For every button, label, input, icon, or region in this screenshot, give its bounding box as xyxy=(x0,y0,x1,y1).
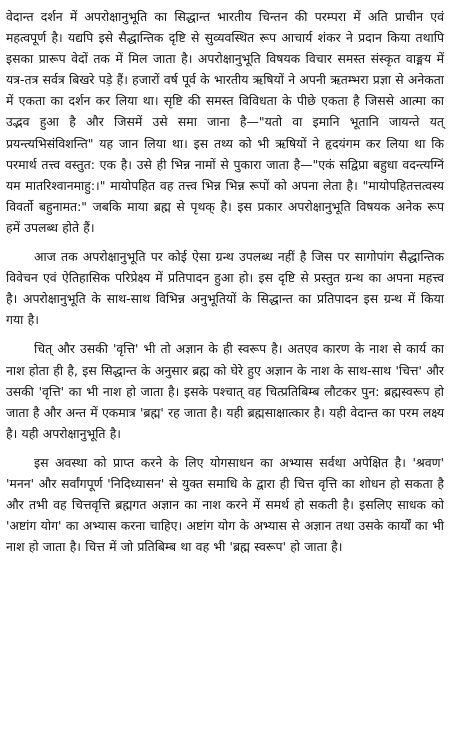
paragraph-2: आज तक अपरोक्षानुभूति पर कोई ऐसा ग्रन्थ उपलब्ध नहीं है जिस पर सागोपांग सैद्धान्तिक विवेचन एवं ऐतिहासिक परिप्रेक्ष्य में प्रतिपादन हुआ हो। इस दृष्टि से प्रस्तुत ग्रन्थ का अपना महत्त्व है। अपरोक्षानुभूति के साथ-साथ विभिन्न अनुभूतियों के सिद्धान्त का प्रतिपादन इस ग्रन्थ में किया गया है। xyxy=(6,249,444,328)
paragraph-4: इस अवस्था को प्राप्त करने के लिए योगसाधन का अभ्यास सर्वथा अपेक्षित है। 'श्रवण' 'मनन' और सर्वांगपूर्ण 'निदिध्यासन' से युक्त समाधि के द्वारा ही चित्त वृत्ति का शोधन हो सकता है और तभी वह चित्तवृत्ति ब्रह्मगत अज्ञान का नाश करने में समर्थ हो सकती है। इसलिए साधक को 'अष्टांग योग' का अभ्यास करना चाहिए। अष्टांग योग के अभ्यास से अज्ञान तथा उसके कार्यों का भी नाश हो जाता है। चित्त में जो प्रतिबिम्ब था वह भी 'ब्रह्म स्वरूप' हो जाता है। xyxy=(6,454,444,555)
paragraph-3: चित् और उसकी 'वृत्ति' भी तो अज्ञान के ही स्वरूप है। अतएव कारण के नाश से कार्य का नाश होता ही है, इस सिद्धान्त के अनुसार ब्रह्म को घेरे हुए अज्ञान के नाश के साथ-साथ 'चित्त' और उसकी 'वृत्ति' का भी नाश हो जाता है। इसके पश्चात् वह चित्प्रतिबिम्ब लौटकर पुन: ब्रह्मस्वरूप हो जाता है और अन्त में एकमात्र 'ब्रह्म' रह जाता है। यही ब्रह्मसाक्षात्कार है। यही वेदान्त का परम लक्ष्य है। यही अपरोक्षानुभूति है। xyxy=(6,341,444,441)
paragraph-1: वेदान्त दर्शन में अपरोक्षानुभूति का सिद्धान्त भारतीय चिन्तन की परम्परा में अति प्राचीन एवं महत्वपूर्ण है। यद्यपि इसे सैद्धान्तिक दृष्टि से सुव्यवस्थित रूप आचार्य शंकर ने प्रदान किया तथापि इसका प्रारूप वेदों तक में मिल जाता है। अपरोक्षानुभूति विषयक विचार समस्त संस्कृत वाङ्मय में यत्र-तत्र सर्वत्र बिखरे पड़े हैं। हजारों वर्ष पूर्व के भारतीय ऋषियों ने अपनी ऋतम्भरा प्रज्ञा से अनेकता में एकता का दर्शन कर लिया था। सृष्टि की समस्त विविधता के पीछे एकता है जिससे आत्मा का उद्भव हुआ है और जिसमें उसे समा जाना है—"यतो वा इमानि भूतानि जायन्ते यत् प्रयन्त्यभिसंविशन्ति" यह जान लिया था। इस तथ्य को भी ऋषियों ने हृदयंगम कर लिया था कि परमार्थ तत्त्व वस्तुत: एक है। उसे ही भिन्न नामों से पुकारा जाता है—"एकं सद्विप्रा बहुधा वदन्त्यग्निं यम मातरिश्वानमाहु:।" मायोपहित वह तत्त्व भिन्न भिन्न रूपों को अपना लेता है। "मायोपहितत्तत्वस्य विवर्तो बहुनामत:" जबकि माया ब्रह्म से पृथक् है। इस प्रकार अपरोक्षानुभूति विषयक अनेक रूप हमें उपलब्ध होते हैं। xyxy=(6,9,444,235)
